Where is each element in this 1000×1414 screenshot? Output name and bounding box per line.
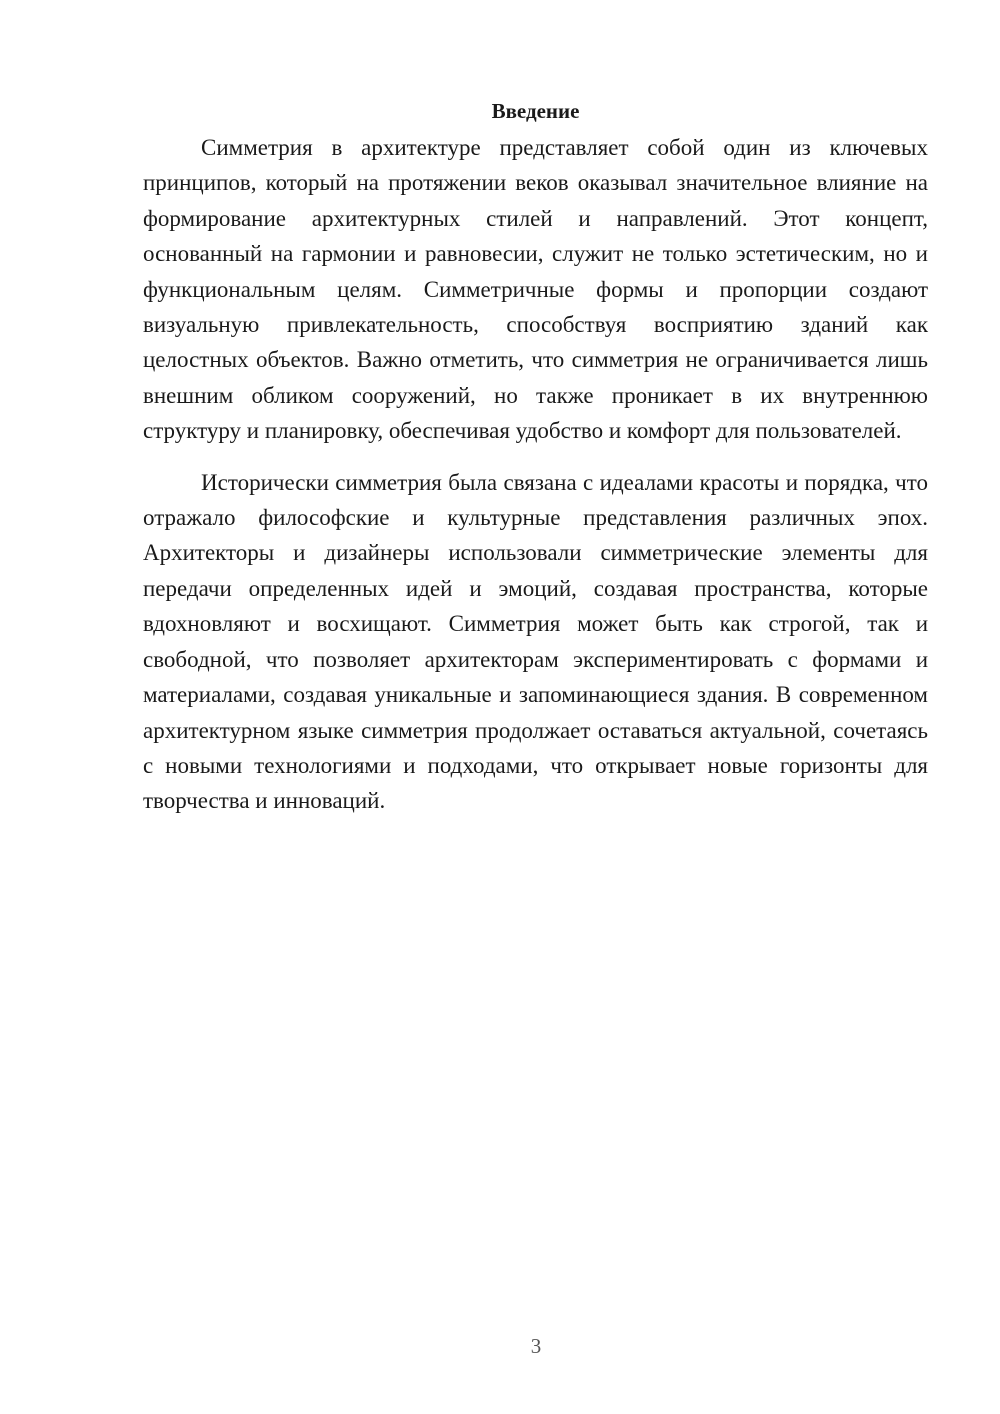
section-heading: Введение	[491, 99, 580, 123]
page-content	[143, 96, 928, 819]
page-number: 3	[530, 1334, 542, 1358]
paragraph-2: Исторически симметрия была связана с идеалами красоты и порядка, что отражало философские и культурные представления различных эпох. Архитекторы и дизайнеры использовали симметрические элементы для передачи определенных идей и эмоций, создавая пространства, которые вдохновляют и восхищают. Симметрия может быть как строгой, так и свободной, что позволяет архитекторам экспериментировать с формами и материалами, создавая уникальные и запоминающиеся здания. В современном архитектурном языке симметрия продолжает оставаться актуальной, сочетаясь с новыми технологиями и подходами, что открывает новые горизонты для творчества и инноваций.	[143, 469, 928, 814]
paragraph-1: Симметрия в архитектуре представляет собой один из ключевых принципов, который на протяжении веков оказывал значительное влияние на формирование архитектурных стилей и направлений. Этот концепт, основанный на гармонии и равновесии, служит не только эстетическим, но и функциональным целям. Симметричные формы и пропорции создают визуальную привлекательность, способствуя восприятию зданий как целостных объектов. Важно отметить, что симметрия не ограничивается лишь внешним обликом сооружений, но также проникает в их внутреннюю структуру и планировку, обеспечивая удобство и комфорт для пользователей.	[143, 135, 928, 444]
